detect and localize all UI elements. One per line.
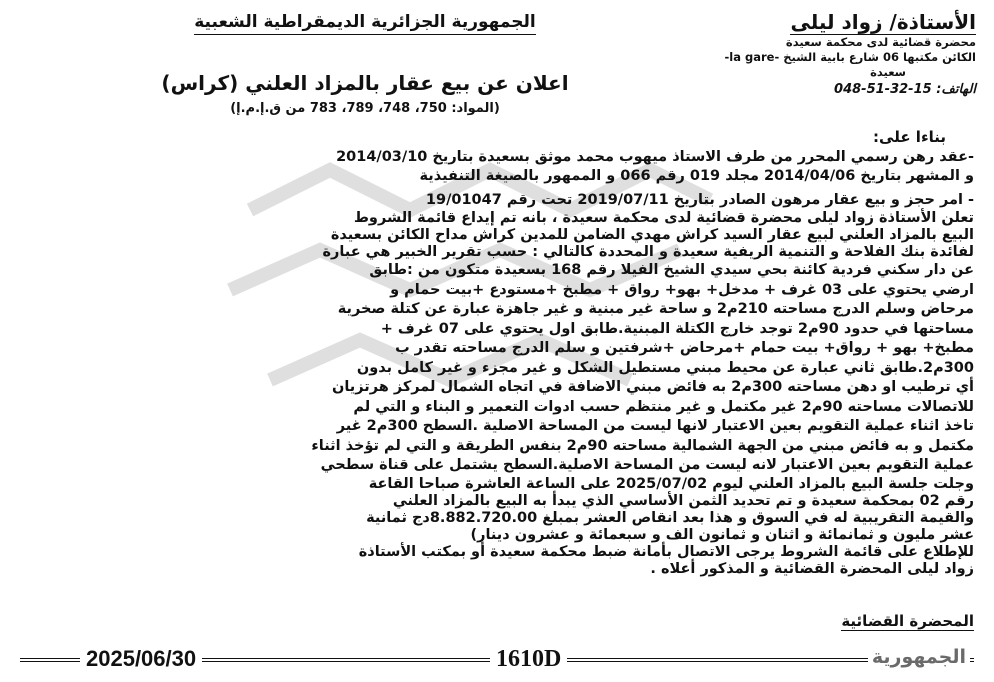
body-line: و المشهر بتاريخ 2014/04/06 مجلد 019 رقم 066 و الممهور بالصيغة التنفيذية — [419, 168, 974, 184]
body-line: تاخذ اثناء عملية التقويم بعين الاعتبار لانها ليست من المساحة الاصلية .السطح 300م2 غير — [336, 418, 974, 434]
body-line: لفائدة بنك الفلاحة و التنمية الريفية سعيدة و المحددة كالتالي : حسب تقرير الخبير هي عبارة — [322, 244, 974, 260]
footer-code: 1610D — [490, 646, 567, 673]
body-line: وجلت جلسة البيع بالمزاد العلني ليوم 2025/07/02 على الساعة العاشرة صباحا القاعة — [368, 475, 974, 492]
body-line: 300م2.طابق ثاني عبارة عن محيط مبني مستطيل الشكل و غير مجزء و غير كامل بدون — [356, 359, 974, 376]
phone-number: الهاتف: 15-32-51-048 — [834, 82, 976, 97]
body-line: مكتمل و به فائض مبني من الجهة الشمالية مساحته 90م2 بنفس الطريقة و التي لم تؤخذ اثناء — [311, 437, 974, 454]
body-line: عملية التقويم بعين الاعتبار لانه ليست من المساحة الاصلية.السطح يشتمل على قناة سطحي — [320, 457, 974, 473]
signature-block — [841, 612, 974, 630]
header-right — [646, 10, 976, 97]
body-line: عن دار سكني فردية كائنة بحي سيدي الشيخ الفيلا رقم 168 بسعيدة متكون من :طابق — [369, 262, 974, 278]
body-line: تعلن الأستاذة زواد ليلى محضرة قضائية لدى محكمة سعيدة ، بانه تم إيداع قائمة الشروط — [353, 210, 974, 226]
office-line-3: سعيدة — [870, 65, 906, 79]
body-line: زواد ليلى المحضرة القضائية و المذكور أعلاه . — [650, 560, 974, 577]
legal-articles: (المواد: 750، 748، 789، 783 من ق.إ.م.إ) — [230, 101, 500, 116]
body-line: للإطلاع على قائمة الشروط يرجى الاتصال بأمانة ضبط محكمة سعيدة أو بمكتب الأستاذة — [358, 543, 974, 560]
newspaper-logo: الجمهورية — [868, 646, 970, 668]
notice-title: اعلان عن بيع عقار بالمزاد العلني (كراس) — [161, 71, 569, 95]
body-line: عشر مليون و ثمانمائة و اثنان و ثمانون الف و سبعمائة و عشرون دينار) — [470, 526, 974, 543]
body-line: والقيمة التقريبية له في السوق و هذا بعد انقاص العشر بمبلغ 8.882.720.00دج ثمانية — [366, 509, 974, 526]
republic-heading: الجمهورية الجزائرية الديمقراطية الشعبية — [194, 12, 536, 35]
office-line-2: الكائن مكتبها 06 شارع بابية الشيخ -la gare- — [724, 50, 976, 64]
body-line: ارضي يحتوي على 03 غرف + مدخل+ بهو+ رواق + مطبخ +مستودع +بيت حمام و — [390, 281, 974, 298]
office-line-1: محضرة قضائية لدى محكمة سعيدة — [785, 35, 976, 49]
bailiff-name: الأستاذة/ زواد ليلى — [790, 10, 976, 34]
body-line: للاتصالات مساحته 90م2 غير مكتمل و غير منتظم حسب ادوات التعمير و البناء و التي لم — [353, 398, 974, 415]
notice-body — [22, 128, 974, 578]
footer-date: 2025/06/30 — [80, 646, 202, 672]
body-line: - امر حجز و بيع عقار مرهون الصادر بتاريخ 2019/07/11 تحت رقم 19/01047 — [425, 191, 974, 208]
body-line: -عقد رهن رسمي المحرر من طرف الاستاذ ميهوب محمد موثق بسعيدة بتاريخ 2014/03/10 — [336, 148, 974, 165]
header-left — [150, 12, 580, 116]
body-line: رقم 02 بمحكمة سعيدة و تم تحديد الثمن الأساسي الذي يبدأ به البيع بالمزاد العلني — [392, 492, 974, 509]
body-line: مساحتها في حدود 90م2 توجد خارج الكتلة المبنية.طابق اول يحتوي على 07 غرف + — [380, 320, 974, 337]
based-on-heading: بناءا على: — [873, 128, 946, 146]
body-line: مرحاض وسلم الدرج مساحته 210م2 و ساحة غير مبنية و غير جاهزة عبارة عن كتلة صخرية — [337, 301, 974, 317]
body-line: البيع بالمزاد العلني لبيع عقار السيد كراش مهدي الضامن للمدين كراش مداح الكائن بسعيدة — [330, 227, 974, 243]
signature-label: المحضرة القضائية — [841, 612, 974, 630]
body-line: أي ترطيب او دهن مساحته 300م2 به فائض مبني الاضافة في اتجاه الشمال لمركز هرتزيان — [331, 379, 974, 395]
page-footer — [20, 646, 974, 674]
body-line: مطبخ+ بهو + رواق+ بيت حمام +مرحاض +شرفتين و سلم الدرج مساحته تقدر ب — [395, 340, 974, 356]
